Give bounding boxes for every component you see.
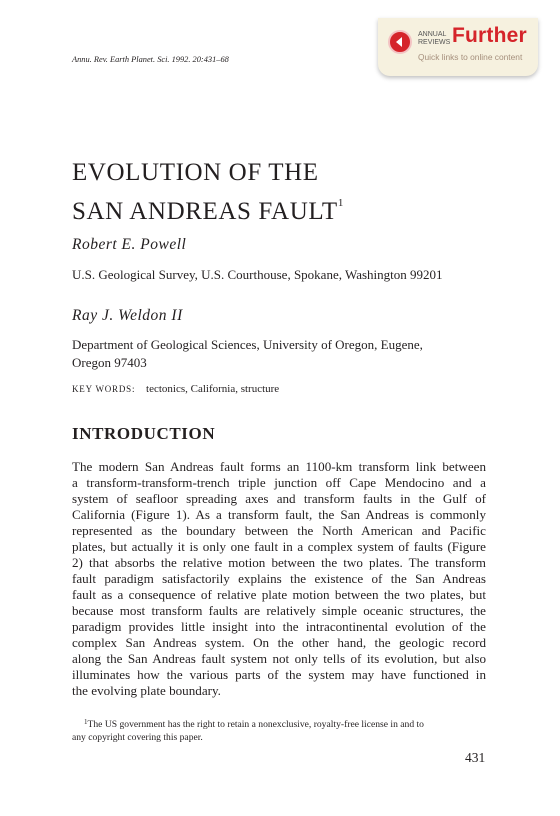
article-title xyxy=(72,158,343,227)
title-line-1: EVOLUTION OF THE xyxy=(72,159,319,186)
paragraph-line: because most transform faults are relatively simple oceanic structures, the xyxy=(72,603,486,618)
journal-citation: Annu. Rev. Earth Planet. Sci. 1992. 20:431–68 xyxy=(72,55,229,64)
title-footnote-marker[interactable]: 1 xyxy=(337,197,344,209)
paragraph-line: the evolving plate boundary. xyxy=(72,683,221,698)
footnote-marker: 1 xyxy=(84,718,88,726)
affiliation-line: Department of Geological Sciences, University of Oregon, Eugene, xyxy=(72,337,423,352)
author-affiliation xyxy=(72,336,423,372)
keywords-value: tectonics, California, structure xyxy=(146,383,280,395)
author-name: Ray J. Weldon II xyxy=(72,307,183,324)
footnote xyxy=(72,716,488,744)
footnote-text: The US government has the right to retain a nonexclusive, royalty-free license in and to xyxy=(87,719,424,730)
paragraph-line: fault as a consequence of relative plate motion between the two plates, but xyxy=(72,587,486,602)
paragraph-line: along the San Andreas fault system not only tells of its evolution, but also xyxy=(72,651,486,666)
further-word: Further xyxy=(452,24,527,47)
author-affiliation xyxy=(72,266,443,284)
title-line-2: SAN ANDREAS FAULT xyxy=(72,198,338,225)
affiliation-line: U.S. Geological Survey, U.S. Courthouse, Spokane, Washington 99201 xyxy=(72,267,443,282)
keywords xyxy=(72,383,279,395)
publisher-line1: ANNUAL xyxy=(418,31,447,38)
paragraph-line: system of seafloor spreading axes and transform faults in the Gulf of xyxy=(72,491,486,506)
paragraph-line: represented as the boundary between the North American and Pacific xyxy=(72,523,486,538)
paragraph-line: California (Figure 1). As a transform fault, the San Andreas is commonly xyxy=(72,507,486,522)
section-heading: INTRODUCTION xyxy=(72,424,216,443)
body-paragraph xyxy=(72,459,486,699)
paragraph-line: fault paradigm satisfactorily explains the existence of the San Andreas xyxy=(72,571,486,586)
page-number: 431 xyxy=(465,750,486,765)
paragraph-line: complex San Andreas system. On the other hand, the geologic record xyxy=(72,635,486,650)
paragraph-line: paradigm provides little insight into the intracontinental evolution of the xyxy=(72,619,486,634)
author-name: Robert E. Powell xyxy=(72,236,187,253)
footnote-line xyxy=(72,716,488,731)
paragraph-line: The modern San Andreas fault forms an 1100-km transform link between xyxy=(72,459,486,474)
further-banner[interactable] xyxy=(378,18,538,76)
affiliation-line: Oregon 97403 xyxy=(72,355,147,370)
paragraph-line: 2) that absorbs the relative motion between the two plates. The transform xyxy=(72,555,486,570)
paragraph-line: plates, but actually it is only one fault in a complex system of faults (Figure xyxy=(72,539,486,554)
further-subtitle: Quick links to online content xyxy=(418,52,523,62)
keywords-label: KEY WORDS: xyxy=(72,384,136,394)
play-arrow-icon[interactable] xyxy=(388,30,412,54)
paragraph-line: a transform-transform-trench triple junction off Cape Mendocino and a xyxy=(72,475,486,490)
footnote-line: any copyright covering this paper. xyxy=(72,732,203,743)
publisher-line2: REVIEWS xyxy=(418,39,451,46)
paragraph-line: illuminates how the various parts of the system may have functioned in xyxy=(72,667,486,682)
